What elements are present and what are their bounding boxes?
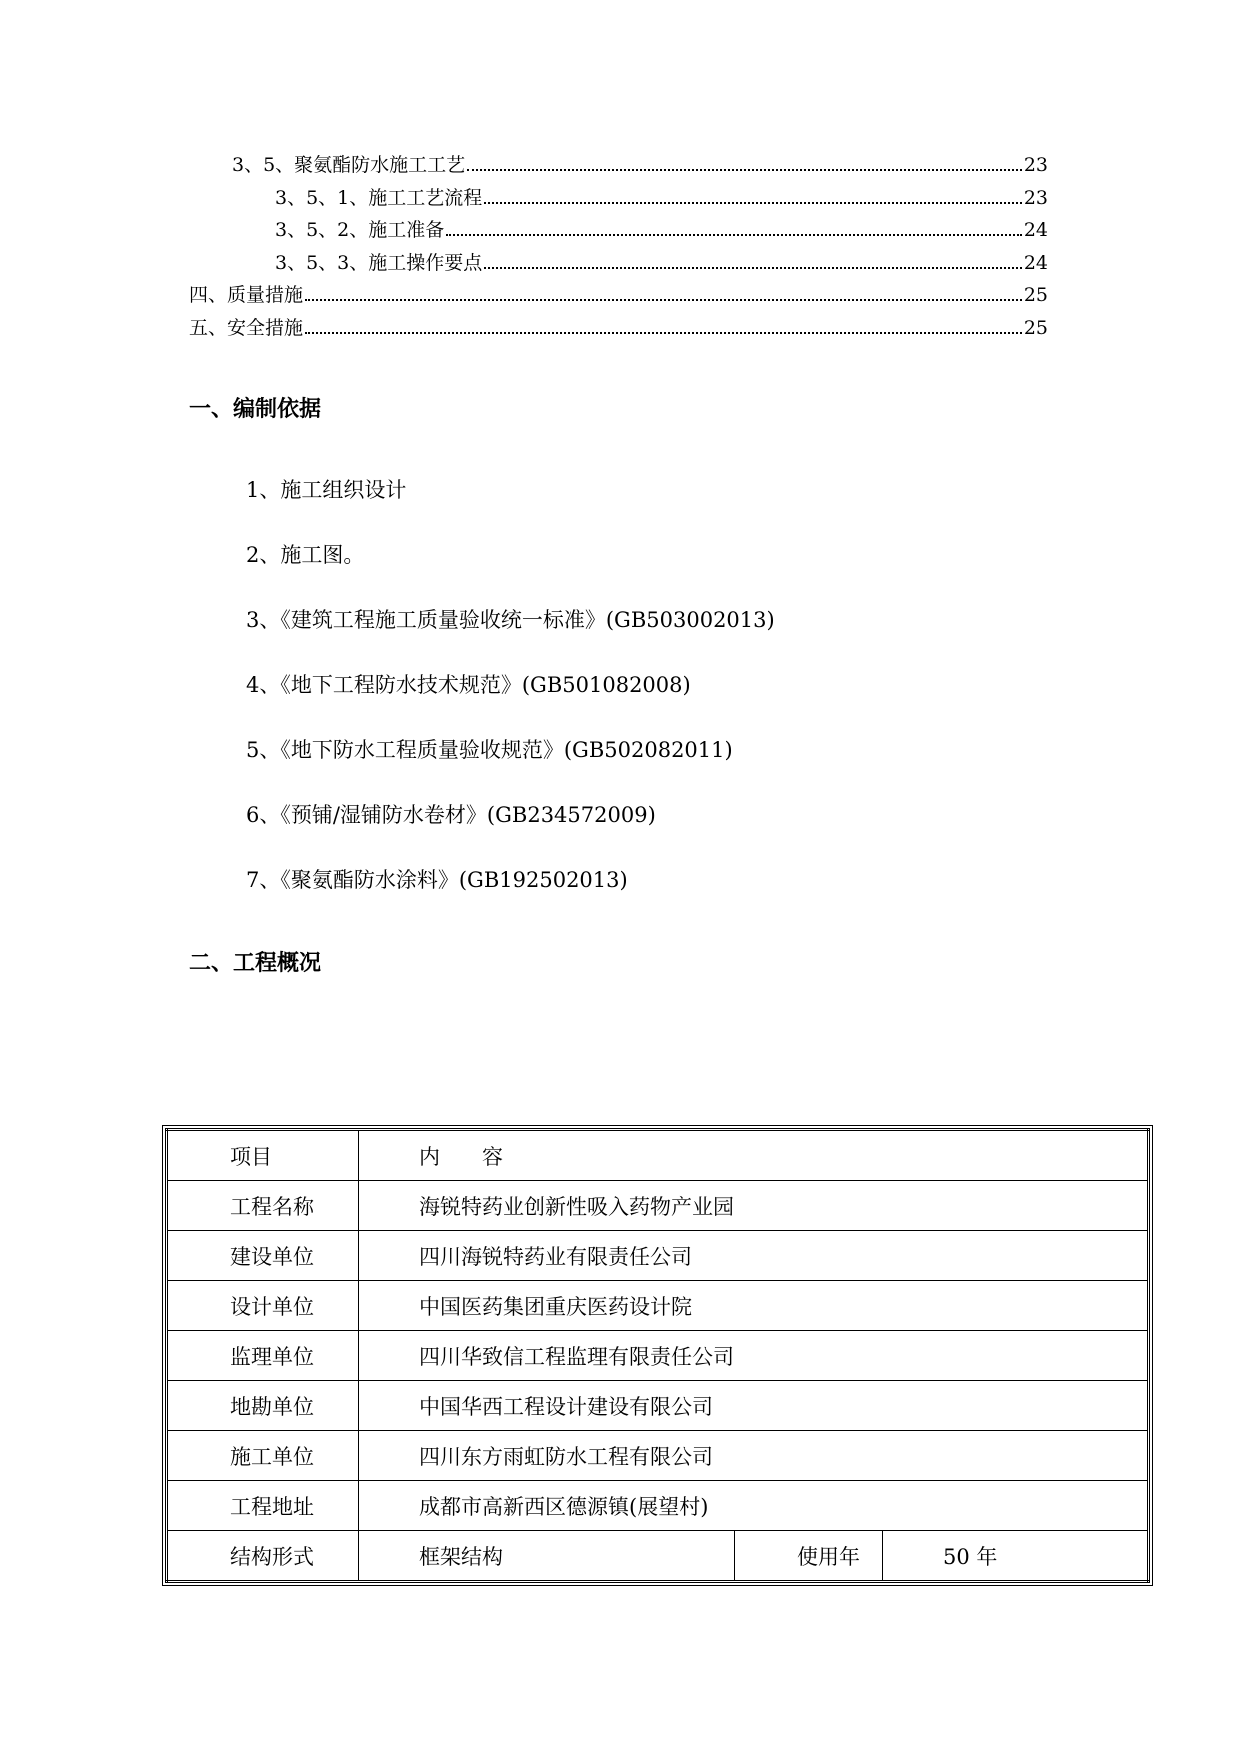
row-value: 四川东方雨虹防水工程有限公司 xyxy=(359,1431,1149,1481)
toc-entry-page: 25 xyxy=(1023,317,1048,339)
toc-entry-page: 24 xyxy=(1023,252,1048,274)
basis-item: 4、《地下工程防水技术规范》(GB501082008) xyxy=(246,673,691,697)
table-header-label: 项目 xyxy=(167,1130,359,1181)
basis-item: 2、施工图。 xyxy=(246,543,365,567)
toc-entry[interactable] xyxy=(275,216,1048,242)
row-label: 结构形式 xyxy=(167,1531,359,1582)
table-row xyxy=(167,1431,1149,1481)
row-label: 工程地址 xyxy=(167,1481,359,1531)
table-row xyxy=(167,1181,1149,1231)
basis-item: 6、《预铺/湿铺防水卷材》(GB234572009) xyxy=(246,803,656,827)
row-value: 框架结构 xyxy=(359,1531,735,1582)
toc-entry-page: 23 xyxy=(1023,187,1048,209)
row-label: 施工单位 xyxy=(167,1431,359,1481)
toc-entry-page: 23 xyxy=(1023,154,1048,176)
toc-entry[interactable] xyxy=(275,249,1048,275)
toc-entry[interactable] xyxy=(189,281,1048,307)
toc-entry[interactable] xyxy=(189,314,1048,340)
toc-entry[interactable] xyxy=(232,151,1048,177)
toc-entry-label: 五、安全措施 xyxy=(189,317,304,339)
table-row xyxy=(167,1531,1149,1582)
toc-entry-page: 24 xyxy=(1023,219,1048,241)
toc-entry-label: 3、5、聚氨酯防水施工工艺 xyxy=(232,154,466,176)
toc-leader-dots xyxy=(467,169,1022,171)
table-row xyxy=(167,1281,1149,1331)
row-label: 建设单位 xyxy=(167,1231,359,1281)
table-row xyxy=(167,1331,1149,1381)
toc-leader-dots xyxy=(305,332,1022,334)
service-life-label: 使用年 xyxy=(735,1531,883,1582)
toc-leader-dots xyxy=(484,267,1022,269)
toc-entry[interactable] xyxy=(275,184,1048,210)
row-value: 海锐特药业创新性吸入药物产业园 xyxy=(359,1181,1149,1231)
section-heading-overview: 二、工程概况 xyxy=(189,951,322,976)
basis-item: 7、《聚氨酯防水涂料》(GB192502013) xyxy=(246,868,628,892)
basis-item: 5、《地下防水工程质量验收规范》(GB502082011) xyxy=(246,738,733,762)
service-life-value: 50 年 xyxy=(883,1531,1149,1582)
toc-leader-dots xyxy=(446,234,1022,236)
row-value: 中国华西工程设计建设有限公司 xyxy=(359,1381,1149,1431)
row-value: 四川海锐特药业有限责任公司 xyxy=(359,1231,1149,1281)
table-row xyxy=(167,1481,1149,1531)
basis-item: 1、施工组织设计 xyxy=(246,478,407,502)
toc-leader-dots xyxy=(305,299,1022,301)
toc-leader-dots xyxy=(484,202,1022,204)
toc-entry-label: 3、5、2、施工准备 xyxy=(275,219,445,241)
table-row xyxy=(167,1231,1149,1281)
row-label: 工程名称 xyxy=(167,1181,359,1231)
table-row xyxy=(167,1381,1149,1431)
basis-item: 3、《建筑工程施工质量验收统一标准》(GB503002013) xyxy=(246,608,775,632)
table-header-row xyxy=(167,1130,1149,1181)
row-value: 中国医药集团重庆医药设计院 xyxy=(359,1281,1149,1331)
section-heading-basis: 一、编制依据 xyxy=(189,397,322,422)
row-label: 监理单位 xyxy=(167,1331,359,1381)
toc-entry-page: 25 xyxy=(1023,284,1048,306)
project-info-table xyxy=(165,1128,1150,1583)
toc-entry-label: 3、5、3、施工操作要点 xyxy=(275,252,483,274)
row-label: 地勘单位 xyxy=(167,1381,359,1431)
row-value: 成都市高新西区德源镇(展望村) xyxy=(359,1481,1149,1531)
toc-entry-label: 四、质量措施 xyxy=(189,284,304,306)
row-value: 四川华致信工程监理有限责任公司 xyxy=(359,1331,1149,1381)
toc-entry-label: 3、5、1、施工工艺流程 xyxy=(275,187,483,209)
row-label: 设计单位 xyxy=(167,1281,359,1331)
table-header-value: 内 容 xyxy=(359,1130,1149,1181)
